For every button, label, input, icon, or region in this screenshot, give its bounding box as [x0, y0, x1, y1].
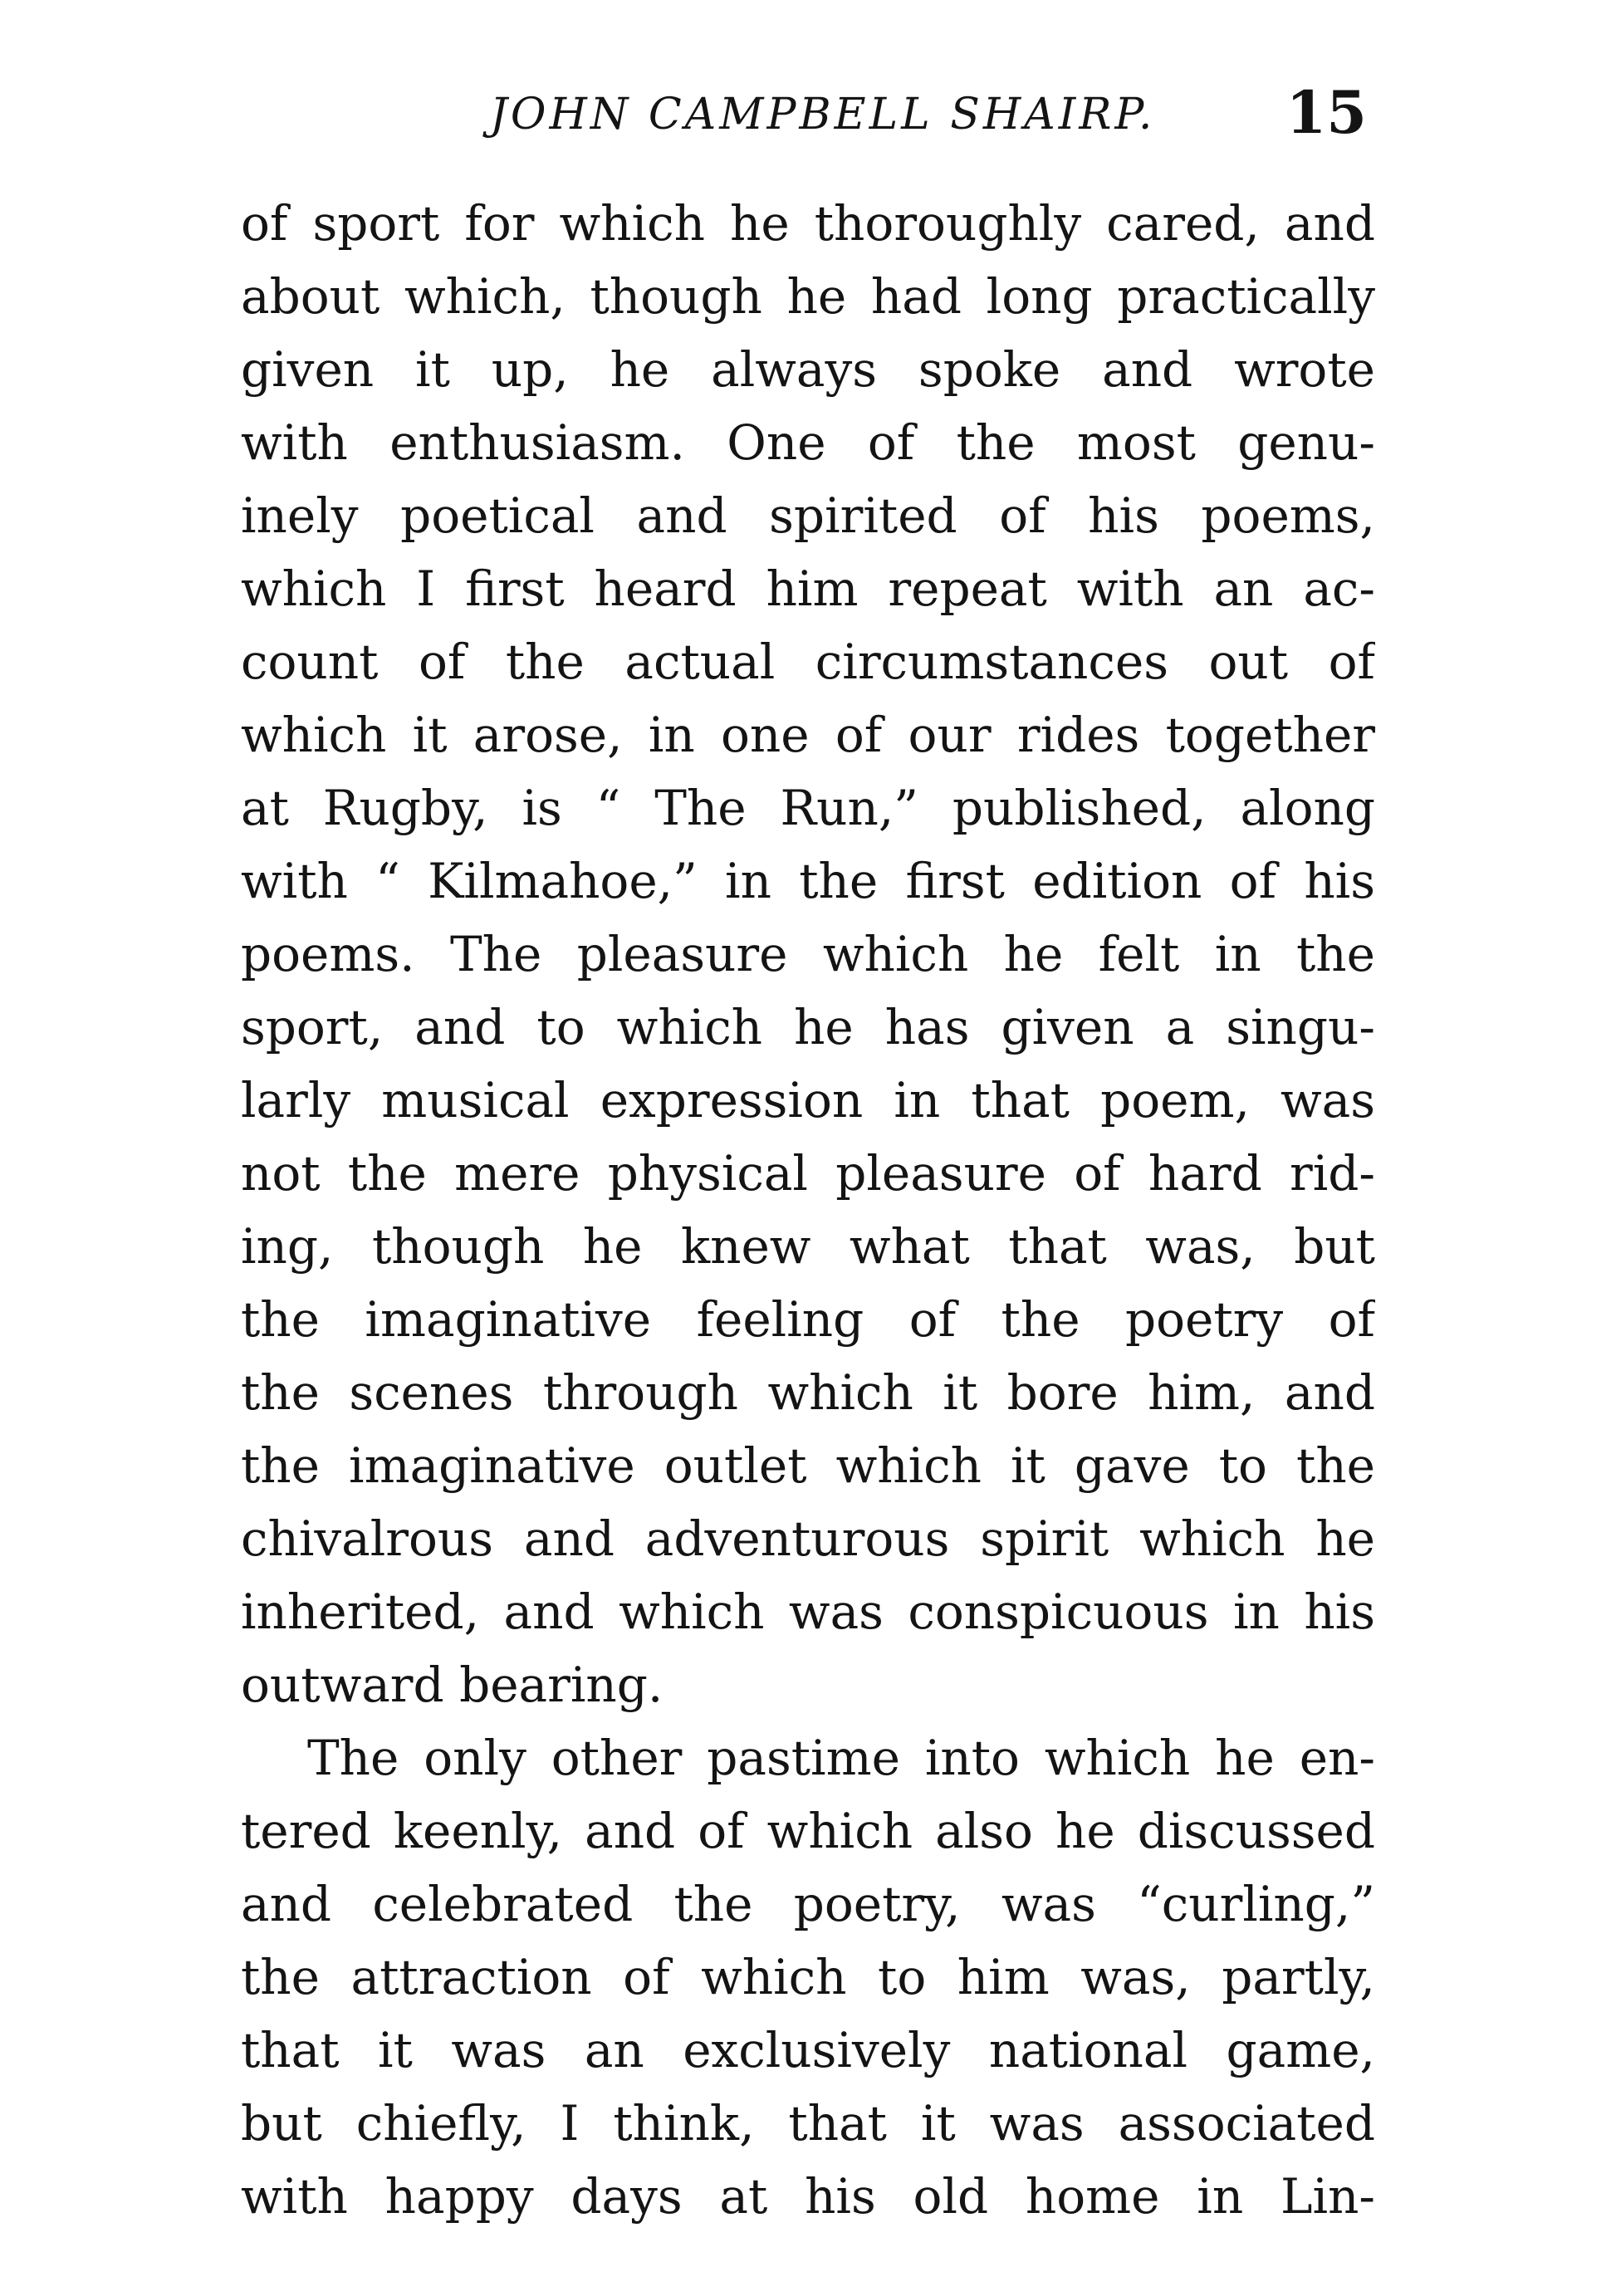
- text-line: not the mere physical pleasure of hard rid-: [241, 1145, 1375, 1202]
- text-line: The only other pastime into which he en-: [307, 1730, 1375, 1786]
- page-number: 15: [1285, 78, 1367, 147]
- text-line: inely poetical and spirited of his poems,: [241, 487, 1375, 544]
- text-line: inherited, and which was conspicuous in his: [241, 1584, 1375, 1640]
- text-line: count of the actual circumstances out of: [241, 634, 1375, 690]
- text-line: which it arose, in one of our rides together: [241, 707, 1375, 763]
- text-line: sport, and to which he has given a singu-: [241, 999, 1375, 1055]
- text-line: of sport for which he thoroughly cared, and: [241, 195, 1375, 252]
- text-line: poems. The pleasure which he felt in the: [241, 926, 1375, 982]
- text-line: with “ Kilmahoe,” in the first edition of his: [241, 853, 1375, 909]
- text-line: outward bearing.: [241, 1657, 664, 1713]
- paragraph: [241, 1721, 1375, 2233]
- text-line: about which, though he had long practically: [241, 268, 1375, 325]
- text-line: the scenes through which it bore him, and: [241, 1364, 1375, 1421]
- text-line: given it up, he always spoke and wrote: [241, 341, 1375, 398]
- text-line: the imaginative feeling of the poetry of: [241, 1291, 1375, 1348]
- text-line: at Rugby, is “ The Run,” published, along: [241, 780, 1375, 836]
- text-line: with happy days at his old home in Lin-: [241, 2168, 1375, 2225]
- body-text: [241, 187, 1375, 2233]
- text-line: larly musical expression in that poem, was: [241, 1072, 1375, 1128]
- text-line: that it was an exclusively national game,: [241, 2022, 1375, 2078]
- text-line: and celebrated the poetry, was “curling,”: [241, 1876, 1375, 1932]
- paragraph: [241, 187, 1375, 1721]
- text-line: ing, though he knew what that was, but: [241, 1218, 1375, 1275]
- running-title: JOHN CAMPBELL SHAIRP.: [490, 90, 1156, 140]
- text-line: but chiefly, I think, that it was associated: [241, 2095, 1375, 2152]
- text-line: the imaginative outlet which it gave to the: [241, 1437, 1375, 1494]
- text-line: chivalrous and adventurous spirit which he: [241, 1510, 1375, 1567]
- text-line: tered keenly, and of which also he discussed: [241, 1803, 1375, 1859]
- running-head: [241, 73, 1375, 164]
- text-line: which I first heard him repeat with an ac-: [241, 561, 1375, 617]
- text-line: with enthusiasm. One of the most genu-: [241, 414, 1375, 471]
- text-line: the attraction of which to him was, partly,: [241, 1949, 1375, 2005]
